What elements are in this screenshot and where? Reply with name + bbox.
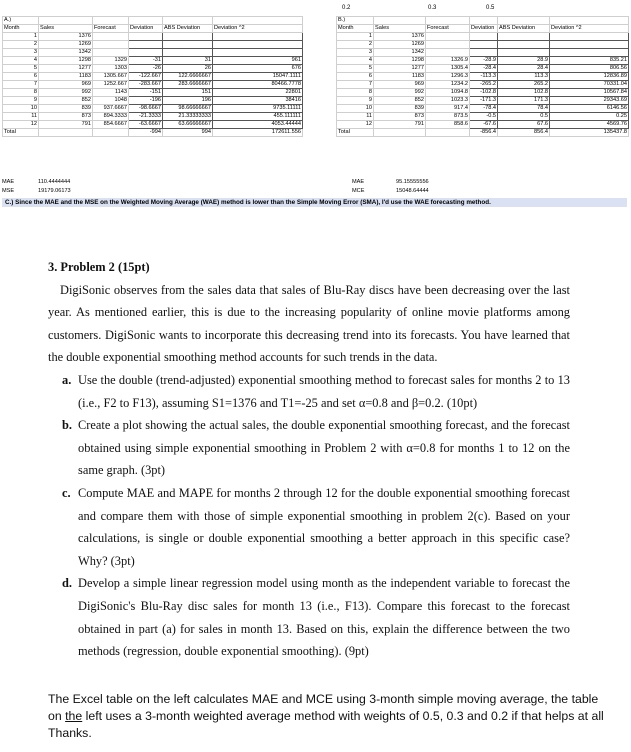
cell: 265.2 [498, 81, 550, 89]
table-row [3, 105, 303, 113]
cell: 151 [163, 89, 213, 97]
cell [93, 49, 129, 57]
cell: 2 [3, 41, 39, 49]
cell: 11 [337, 113, 374, 121]
cell: 839 [39, 105, 93, 113]
weight-label-1: 0.3 [428, 5, 437, 11]
cell: 63.66666667 [163, 121, 213, 129]
cell: 1252.667 [93, 81, 129, 89]
cell: 8 [3, 89, 39, 97]
cell: 791 [39, 121, 93, 129]
part-a-letter: a. [62, 372, 72, 387]
cell [129, 33, 163, 41]
cell: 10 [337, 105, 374, 113]
wma-table [336, 16, 629, 137]
part-b-letter: b. [62, 418, 72, 433]
cell [470, 49, 498, 57]
spreadsheet-screenshot [0, 0, 631, 216]
cell [213, 49, 303, 57]
cell: -28.4 [470, 65, 498, 73]
cell: 873 [374, 113, 426, 121]
cell: -102.8 [470, 89, 498, 97]
cell: 1303 [93, 65, 129, 73]
cell: 70331.04 [550, 81, 629, 89]
cell: 4569.76 [550, 121, 629, 129]
cell: 12836.89 [550, 73, 629, 81]
cell: 1342 [374, 49, 426, 57]
cell [129, 17, 163, 25]
cell: -856.4 [470, 129, 498, 137]
cell: 1305.667 [93, 73, 129, 81]
cell: -113.3 [470, 73, 498, 81]
table-row [3, 65, 303, 73]
cell [426, 33, 470, 41]
cell: ABS Deviation [163, 25, 213, 33]
cell: Deviation [470, 25, 498, 33]
cell: 171.3 [498, 97, 550, 105]
cell: -63.6667 [129, 121, 163, 129]
cell [498, 49, 550, 57]
cell: -98.6667 [129, 105, 163, 113]
cell: 1342 [39, 49, 93, 57]
cell: 283.6666667 [163, 81, 213, 89]
problem-title: 3. Problem 2 (15pt) [48, 260, 150, 274]
cell: 1329 [93, 57, 129, 65]
table-row [337, 81, 629, 89]
footer-text-underlined: the [65, 709, 83, 723]
cell: 9735.11111 [213, 105, 303, 113]
cell: Sales [39, 25, 93, 33]
table-row [337, 33, 629, 41]
cell: 1183 [374, 73, 426, 81]
table-row [3, 41, 303, 49]
cell: 9 [337, 97, 374, 105]
cell: 78.4 [498, 105, 550, 113]
table-row [3, 49, 303, 57]
cell: 1269 [39, 41, 93, 49]
cell: -151 [129, 89, 163, 97]
table-row [337, 65, 629, 73]
cell [213, 41, 303, 49]
part-c [48, 482, 570, 572]
cell: 1143 [93, 89, 129, 97]
cell: 676 [213, 65, 303, 73]
cell [129, 49, 163, 57]
cell [550, 49, 629, 57]
part-c-letter: c. [62, 485, 71, 500]
sma-table [2, 16, 303, 137]
cell: -196 [129, 97, 163, 105]
cell [426, 17, 470, 25]
cell: 1305.4 [426, 65, 470, 73]
footer-text-before: The Excel table on the left calculates MAE and MCE using 3-month simple moving average, the table on [48, 692, 599, 723]
footer-note [48, 691, 608, 742]
cell: 1326.9 [426, 57, 470, 65]
cell: 113.3 [498, 73, 550, 81]
cell: 894.3333 [93, 113, 129, 121]
cell: Total [337, 129, 374, 137]
weight-label-0: 0.2 [342, 5, 351, 11]
cell: 1048 [93, 97, 129, 105]
cell: 67.6 [498, 121, 550, 129]
cell: -26 [129, 65, 163, 73]
cell: 0.5 [498, 113, 550, 121]
cell: -171.3 [470, 97, 498, 105]
cell: 1094.8 [426, 89, 470, 97]
cell: 4053.44444 [213, 121, 303, 129]
cell: ABS Deviation [498, 25, 550, 33]
footer-text-after: left uses a 3-month weighted average method with weights of 0.5, 0.3 and 0.2 if that helps at all Thanks. [48, 709, 604, 740]
part-d-letter: d. [62, 576, 72, 591]
cell: 196 [163, 97, 213, 105]
cell: 135437.8 [550, 129, 629, 137]
cell [163, 33, 213, 41]
cell [426, 49, 470, 57]
cell [470, 41, 498, 49]
header-row [3, 25, 303, 33]
sma-mse-label: MSE [2, 188, 15, 194]
cell [550, 17, 629, 25]
cell: 29343.69 [550, 97, 629, 105]
table-row [3, 57, 303, 65]
cell: 28.9 [498, 57, 550, 65]
cell: 15047.1111 [213, 73, 303, 81]
cell [470, 33, 498, 41]
cell: 1277 [374, 65, 426, 73]
cell: Deviation ^2 [550, 25, 629, 33]
problem-parts [48, 369, 570, 663]
cell: 1277 [39, 65, 93, 73]
cell: 455.111111 [213, 113, 303, 121]
sma-mae-value: 110.4444444 [38, 179, 71, 185]
table-row [337, 105, 629, 113]
cell: 22801 [213, 89, 303, 97]
cell: 4 [3, 57, 39, 65]
cell: 835.21 [550, 57, 629, 65]
header-row [337, 25, 629, 33]
cell: 80466.7778 [213, 81, 303, 89]
cell: 1023.3 [426, 97, 470, 105]
cell: A.) [3, 17, 39, 25]
cell: -21.3333 [129, 113, 163, 121]
cell: 858.6 [426, 121, 470, 129]
problem-intro: DigiSonic observes from the sales data that sales of Blu-Ray discs have been decreasing over the last year. As mentioned earlier, this is due to the increasing popularity of online movie platforms among customers. DigiSonic wants to incorporate this decreasing trend into its forecasts. You have learned that the double exponential smoothing method accounts for such trends in the data. [48, 282, 570, 365]
part-c-text: Compute MAE and MAPE for months 2 through 12 for the double exponential smoothing forecast and compare them with those of simple exponential smoothing in problem 2(c). Based on your calculations, is single or double exponential smoothing a better approach in this specific case? Why? (3pt) [78, 485, 570, 568]
cell: 6 [3, 73, 39, 81]
cell: 9 [3, 97, 39, 105]
cell: 854.6667 [93, 121, 129, 129]
cell: 1269 [374, 41, 426, 49]
cell [426, 41, 470, 49]
sma-mse-value: 19179.06173 [38, 188, 71, 194]
sma-mae-label: MAE [2, 179, 15, 185]
table-row [3, 81, 303, 89]
cell [93, 17, 129, 25]
part-d-text: Develop a simple linear regression model using month as the independent variable to forecast the DigiSonic's Blu-Ray disc sales for month 13 (i.e., F13). Compare this forecast to the forecast obtained in part (a) for sales in month 13. Based on this, explain the difference between the two methods (regression, double exponential smoothing). (9pt) [78, 576, 570, 659]
cell: 2 [337, 41, 374, 49]
part-a [48, 369, 570, 414]
cell [426, 129, 470, 137]
cell: -28.9 [470, 57, 498, 65]
cell: 98.66666667 [163, 105, 213, 113]
cell: -265.2 [470, 81, 498, 89]
cell [163, 49, 213, 57]
table-row [3, 121, 303, 129]
cell: Total [3, 129, 39, 137]
cell: -283.667 [129, 81, 163, 89]
cell: B.) [337, 17, 374, 25]
cell: -994 [129, 129, 163, 137]
cell: 1376 [374, 33, 426, 41]
cell: 1183 [39, 73, 93, 81]
cell: 8 [337, 89, 374, 97]
cell: 172611.556 [213, 129, 303, 137]
cell [550, 33, 629, 41]
cell [93, 33, 129, 41]
cell [39, 17, 93, 25]
cell: 992 [374, 89, 426, 97]
table-row [337, 97, 629, 105]
label-row [3, 17, 303, 25]
part-d [48, 572, 570, 662]
cell: Sales [374, 25, 426, 33]
cell: 26 [163, 65, 213, 73]
table-row [337, 49, 629, 57]
cell: 11 [3, 113, 39, 121]
cell: 917.4 [426, 105, 470, 113]
cell: -78.4 [470, 105, 498, 113]
total-row [337, 129, 629, 137]
cell [163, 41, 213, 49]
table-row [337, 41, 629, 49]
cell: 122.6666667 [163, 73, 213, 81]
table-row [3, 33, 303, 41]
cell [498, 17, 550, 25]
cell: Month [3, 25, 39, 33]
cell [470, 17, 498, 25]
wma-mse-label: MCE [352, 188, 365, 194]
cell [93, 41, 129, 49]
cell: 969 [39, 81, 93, 89]
cell: 791 [374, 121, 426, 129]
table-row [337, 57, 629, 65]
cell: Forecast [93, 25, 129, 33]
cell: 1234.2 [426, 81, 470, 89]
cell: 937.6667 [93, 105, 129, 113]
cell: 0.25 [550, 113, 629, 121]
conclusion-note: C.) Since the MAE and the MSE on the Weighted Moving Average (WAE) method is lower than the Simple Moving Error (SMA), I'd use the WAE forecasting method. [2, 198, 627, 207]
cell: 994 [163, 129, 213, 137]
cell [213, 17, 303, 25]
table-row [337, 121, 629, 129]
problem-statement [48, 256, 570, 663]
cell: 7 [3, 81, 39, 89]
cell: 12 [337, 121, 374, 129]
cell: 1 [3, 33, 39, 41]
cell [213, 33, 303, 41]
table-row [337, 73, 629, 81]
cell: 1376 [39, 33, 93, 41]
cell: -122.667 [129, 73, 163, 81]
table-row [3, 89, 303, 97]
cell [550, 41, 629, 49]
cell: 852 [39, 97, 93, 105]
cell: 1296.3 [426, 73, 470, 81]
part-b-text: Create a plot showing the actual sales, the double exponential smoothing forecast, and the forecast obtained using simple exponential smoothing in Problem 2 with α=0.8 for months 1 to 12 on the same graph. (3pt) [78, 418, 570, 478]
cell: 3 [3, 49, 39, 57]
wma-mae-value: 95.15555556 [396, 179, 429, 185]
cell [129, 41, 163, 49]
cell: 6 [337, 73, 374, 81]
wma-mse-value: 15048.64444 [396, 188, 429, 194]
cell: Forecast [426, 25, 470, 33]
table-row [3, 73, 303, 81]
cell: 961 [213, 57, 303, 65]
cell: 7 [337, 81, 374, 89]
wma-mae-label: MAE [352, 179, 365, 185]
table-row [3, 113, 303, 121]
cell: 28.4 [498, 65, 550, 73]
cell [39, 129, 93, 137]
cell: 102.8 [498, 89, 550, 97]
cell: Month [337, 25, 374, 33]
cell [498, 33, 550, 41]
cell: 10 [3, 105, 39, 113]
label-row [337, 17, 629, 25]
cell: 969 [374, 81, 426, 89]
cell: 992 [39, 89, 93, 97]
cell: Deviation [129, 25, 163, 33]
table-row [337, 89, 629, 97]
part-b [48, 414, 570, 482]
cell: 5 [337, 65, 374, 73]
cell: 4 [337, 57, 374, 65]
cell: -67.6 [470, 121, 498, 129]
cell: -31 [129, 57, 163, 65]
cell: -0.5 [470, 113, 498, 121]
part-a-text: Use the double (trend-adjusted) exponential smoothing method to forecast sales for months 2 to 13 (i.e., F2 to F13), assuming S1=1376 and T1=-25 and set α=0.8 and β=0.2. (10pt) [78, 372, 570, 410]
weight-label-2: 0.5 [486, 5, 495, 11]
cell: Deviation ^2 [213, 25, 303, 33]
cell: 856.4 [498, 129, 550, 137]
cell: 839 [374, 105, 426, 113]
cell: 3 [337, 49, 374, 57]
total-row [3, 129, 303, 137]
cell [163, 17, 213, 25]
cell: 12 [3, 121, 39, 129]
cell: 6146.56 [550, 105, 629, 113]
cell: 5 [3, 65, 39, 73]
cell: 852 [374, 97, 426, 105]
cell: 873.5 [426, 113, 470, 121]
table-row [337, 113, 629, 121]
cell [374, 129, 426, 137]
cell: 21.33333333 [163, 113, 213, 121]
cell: 1 [337, 33, 374, 41]
cell [93, 129, 129, 137]
cell [498, 41, 550, 49]
cell: 1298 [374, 57, 426, 65]
cell: 10567.84 [550, 89, 629, 97]
cell: 806.56 [550, 65, 629, 73]
table-row [3, 97, 303, 105]
cell: 1298 [39, 57, 93, 65]
cell: 873 [39, 113, 93, 121]
cell: 38416 [213, 97, 303, 105]
cell [374, 17, 426, 25]
cell: 31 [163, 57, 213, 65]
